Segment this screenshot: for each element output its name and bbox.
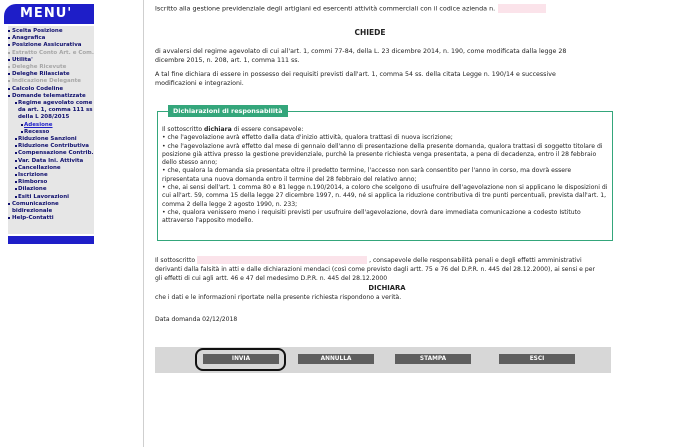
dichiara-text: che i dati e le informazioni riportate nella presente richiesta rispondono a verità. — [155, 294, 402, 301]
codice-azienda-field[interactable] — [498, 4, 546, 13]
menu-item-cancellazione[interactable]: Cancellazione — [8, 165, 94, 172]
menu-item-deleghe-rilasciate[interactable]: Deleghe Rilasciate — [8, 71, 94, 78]
sottoscritto-paragraph — [155, 256, 595, 283]
dichiara-intro-text: A tal fine dichiara di essere in possesso dei requisiti previsti dall'art. 1, comma 54 ss. della citata Legge n. 190/14 e successive modificazioni e integrazioni. — [155, 71, 556, 87]
menu-item-riduzione-contributiva[interactable]: Riduzione Contributiva — [8, 143, 94, 150]
sidebar-menu — [0, 0, 96, 447]
intro-text: Iscritto alla gestione previdenziale degli artigiani ed esercenti attività commerciali con il codice azienda n. — [155, 4, 496, 13]
responsibility-title: Dichiarazioni di responsabilità — [168, 105, 288, 117]
responsibility-bullet: • che, qualora la domanda sia presentata oltre il predetto termine, l'accesso non sarà consentito per l'anno in corso, ma dovrà essere ripresentata una nuova domanda entro il termine del 28 febbraio del relativo anno; — [162, 167, 572, 183]
vertical-divider — [143, 0, 144, 447]
menu-item-comunicazione-bidirezionale[interactable]: Comunicazione bidirezionale — [8, 201, 94, 215]
data-domanda: Data domanda 02/12/2018 — [155, 316, 238, 323]
responsibility-content — [162, 126, 608, 226]
esci-button[interactable]: ESCI — [499, 354, 575, 364]
button-bar — [155, 347, 611, 373]
chiede-text: di avvalersi del regime agevolato di cui all'art. 1, commi 77-84, della L. 23 dicembre 2014, n. 190, come modificata dalla legge 28 dicembre 2015, n. 208, art. 1, comma 111 ss. — [155, 48, 567, 64]
menu-item-calcolo-codeline[interactable]: Calcolo Codeline — [8, 86, 94, 93]
menu-item-compensazione-contrib[interactable]: Compensazione Contrib. — [8, 150, 94, 157]
invia-button[interactable]: INVIA — [203, 354, 279, 364]
menu-item-posizione-assicurativa[interactable]: Posizione Assicurativa — [8, 42, 94, 49]
menu-item-dilazione[interactable]: Dilazione — [8, 186, 94, 193]
resp-intro-a: Il sottoscritto — [162, 126, 203, 133]
menu-item-riduzione-sanzioni[interactable]: Riduzione Sanzioni — [8, 136, 94, 143]
menu-item-iscrizione[interactable]: Iscrizione — [8, 172, 94, 179]
menu-item-indicazione-delegante: Indicazione Delegante — [8, 78, 94, 85]
menu-item-deleghe-ricevute: Deleghe Ricevute — [8, 64, 94, 71]
menu-item-regime-agevolato[interactable]: Regime agevolato come da art. 1, comma 111 ss della L 208/2015 — [8, 100, 94, 122]
menu-item-var-data-ini-attivita[interactable]: Var. Data Ini. Attivita — [8, 158, 94, 165]
stampa-button[interactable]: STAMPA — [395, 354, 471, 364]
menu-box — [8, 26, 94, 234]
menu-footer — [8, 236, 94, 244]
menu-title: MENU' — [20, 6, 73, 21]
responsibility-box — [157, 107, 613, 241]
chiede-title: CHIEDE — [354, 28, 386, 37]
menu-item-rimborso[interactable]: Rimborso — [8, 179, 94, 186]
responsibility-bullet: • che, qualora venissero meno i requisiti previsti per usufruire dell'agevolazione, dovrà dare immediata comunicazione a codesto Istituto attraverso l'apposito modello. — [162, 208, 581, 225]
resp-intro-c: di essere consapevole: — [233, 126, 304, 133]
annulla-button[interactable]: ANNULLA — [298, 354, 374, 364]
responsibility-bullet: • che l'agevolazione avrà effetto dalla data d'inizio attività, qualora trattasi di nuova iscrizione; — [162, 134, 453, 142]
menu-item-esiti-lavorazioni[interactable]: Esiti Lavorazioni — [8, 194, 94, 201]
menu-item-utilita[interactable]: Utilita' — [8, 57, 94, 64]
menu-item-scelta-posizione[interactable]: Scelta Posizione — [8, 28, 94, 35]
menu-item-help-contatti[interactable]: Help-Contatti — [8, 215, 94, 222]
resp-intro-b: dichiara — [204, 126, 232, 133]
menu-list — [8, 26, 94, 222]
dichiara-title: DICHIARA — [368, 284, 406, 292]
responsibility-bullet: • che l'agevolazione avrà effetto dal mese di gennaio dell'anno di presentazione della presente domanda, qualora trattasi di soggetto titolare di posizione già attiva presso la gestione previdenziale, purchè la presente richiesta venga presentata, a pena di decadenza, entro il 28 febbraio dello stesso anno; — [162, 142, 603, 167]
menu-item-adesione[interactable]: Adesione — [8, 122, 94, 129]
menu-header — [4, 4, 94, 24]
sott2-b: , consapevole delle responsabilità penali e degli effetti amministrativi derivanti dalla falsità in atti e dalle dichiarazioni mendaci (così come previsto dagli artt. 75 e 76 del D.P.R. n. 445 del 28.12.2000), ai sensi e per gli effetti di cui agli artt. 46 e 47 del medesimo D.P.R. n. 445 del 28.12.2000 — [155, 257, 595, 282]
menu-item-recesso[interactable]: Recesso — [8, 129, 94, 136]
sott2-a: Il sottoscritto — [155, 257, 196, 264]
menu-item-anagrafica[interactable]: Anagrafica — [8, 35, 94, 42]
menu-item-estratto-conto: Estratto Conto Art. e Com. — [8, 50, 94, 57]
menu-item-domande-telematizzate[interactable]: Domande telematizzate — [8, 93, 94, 100]
responsibility-bullet: • che, ai sensi dell'art. 1 comma 80 e 81 legge n.190/2014, a coloro che scelgono di usufruire dell'agevolazione non si applicano le disposizioni di cui all'art. 59, comma 15 della legge 27 dicembre 1997, n. 449, né si applica la riduzione contributiva di tre punti percentuali, prevista dall'art. 1, comma 2 della legge 2 agosto 1990, n. 233; — [162, 184, 608, 208]
sottoscritto-name-field[interactable] — [197, 256, 367, 264]
intro-line — [155, 4, 546, 13]
